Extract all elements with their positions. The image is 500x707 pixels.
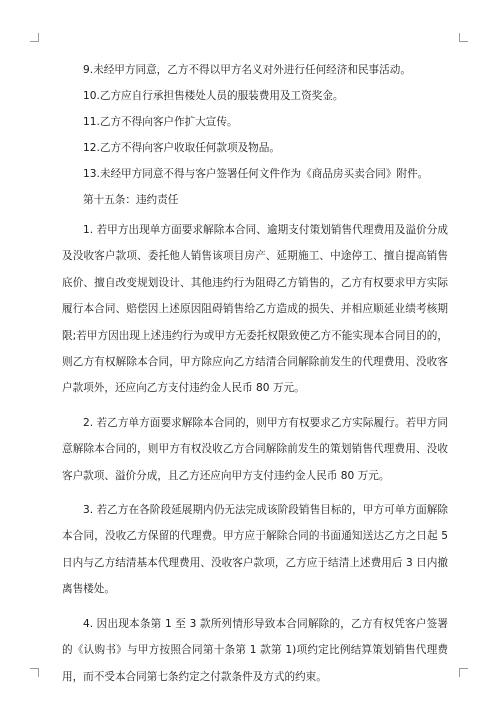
clause-item-10: 10.乙方应自行承担售楼处人员的服装费用及工资奖金。	[83, 90, 344, 102]
paragraph-2: 2. 若乙方单方面要求解除本合同的，则甲方有权要求乙方实际履行。若甲方同意解除本合同的，则甲方有权没收乙方合同解除前发生的策划销售代理费用、没收客户款项、溢价分成，且乙方还应向甲方支付违约金人民币 80 万元。	[62, 416, 448, 482]
crop-mark-top-right	[459, 33, 468, 42]
clause-item-9: 9.未经甲方同意，乙方不得以甲方名义对外进行任何经济和民事活动。	[83, 64, 411, 76]
clause-item-12: 12.乙方不得向客户收取任何款项及物品。	[83, 142, 280, 154]
crop-mark-top-left	[30, 33, 39, 42]
document-body	[62, 62, 448, 698]
paragraph-3: 3. 若乙方在各阶段延展期内仍无法完成该阶段销售目标的，甲方可单方面解除本合同，没收乙方保留的代理费。甲方应于解除合同的书面通知送达乙方之日起 5 日内与乙方结清基本代理费用、没收客户款项，乙方应于结清上述费用后 3 日内撤离售楼处。	[62, 504, 448, 596]
crop-mark-bottom-left	[30, 668, 39, 677]
paragraph-1: 1. 若甲方出现单方面要求解除本合同、逾期支付策划销售代理费用及溢价分成及没收客户款项、委托他人销售该项目房产、延期施工、中途停工、擅自提高销售底价、擅自改变规划设计、其他违约行为阻碍乙方销售的，乙方有权要求甲方实际履行本合同、赔偿因上述原因阻碍销售给乙方造成的损失、并相应顺延业绩考核期限;若甲方因出现上述违约行为或甲方无委托权限致使乙方不能实现本合同目的的，则乙方有权解除本合同，甲方除应向乙方结清合同解除前发生的代理费用、没收客户款项外，还应向乙方支付违约金人民币 80 万元。	[62, 224, 448, 395]
crop-mark-bottom-right	[459, 668, 468, 677]
paragraph-4: 4. 因出现本条第 1 至 3 款所列情形导致本合同解除的，乙方有权凭客户签署的《认购书》与甲方按照合同第十条第 1 款第 1)项约定比例结算策划销售代理费用，而不受本合同第七条约定之付款条件及方式的约束。	[62, 617, 448, 683]
clause-item-11: 11.乙方不得向客户作扩大宣传。	[83, 116, 238, 128]
clause-item-13: 13.未经甲方同意不得与客户签署任何文件作为《商品房买卖合同》附件。	[83, 168, 429, 180]
section-heading: 第十五条：违约责任	[83, 194, 179, 206]
